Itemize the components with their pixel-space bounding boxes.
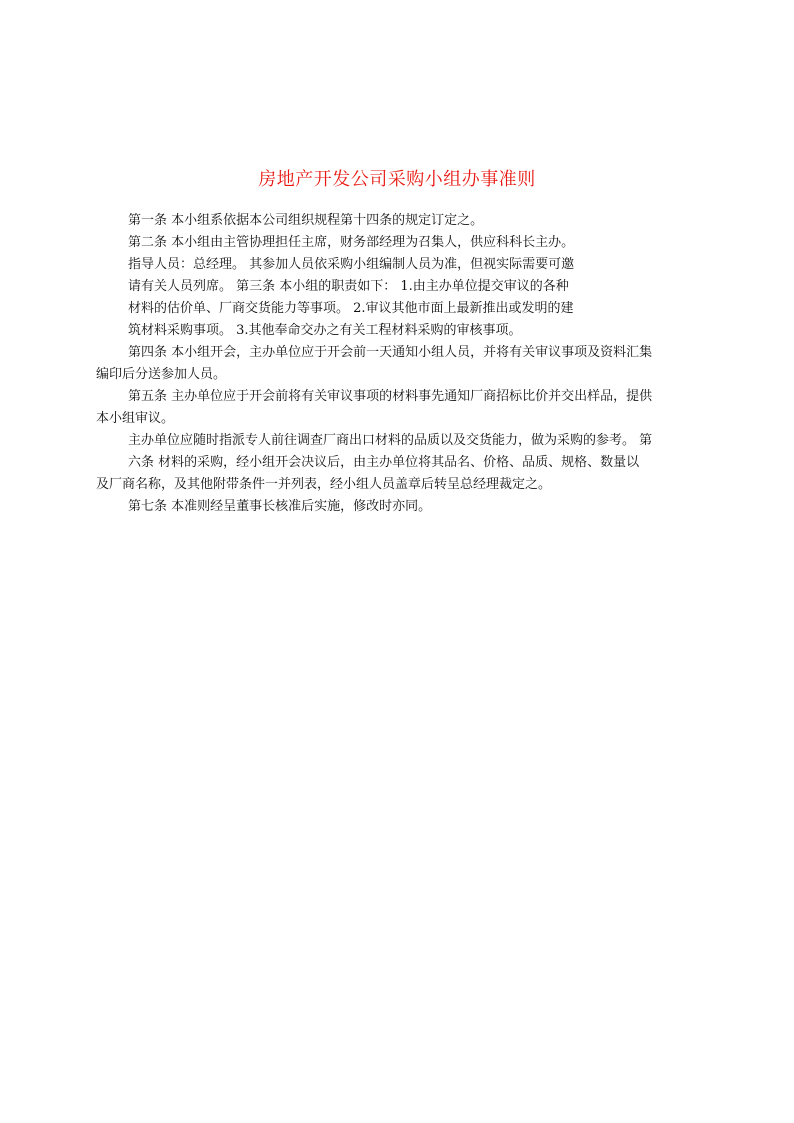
body-line: 筑材料采购事项。 3.其他奉命交办之有关工程材料采购的审核事项。 <box>128 323 522 338</box>
body-line: 第七条 本准则经呈董事长核准后实施，修改时亦同。 <box>128 499 432 514</box>
body-line: 第二条 本小组由主管协理担任主席，财务部经理为召集人，供应科科长主办。 <box>128 235 575 250</box>
body-line: 请有关人员列席。 第三条 本小组的职责如下： 1.由主办单位提交审议的各种 <box>128 279 569 294</box>
document-body <box>96 210 700 518</box>
body-line: 第五条 主办单位应于开会前将有关审议事项的材料事先通知厂商招标比价并交出样品，提供 <box>128 389 653 404</box>
body-line: 本小组审议。 <box>96 411 175 426</box>
body-line: 六条 材料的采购，经小组开会决议后，由主办单位将其品名、价格、品质、规格、数量以 <box>128 455 640 470</box>
body-line: 及厂商名称，及其他附带条件一并列表，经小组人员盖章后转呈总经理裁定之。 <box>96 477 552 492</box>
body-line: 编印后分送参加人员。 <box>96 367 227 382</box>
body-line: 第一条 本小组系依据本公司组织规程第十四条的规定订定之。 <box>128 213 484 228</box>
body-line: 材料的估价单、厂商交货能力等事项。 2.审议其他市面上最新推出或发明的建 <box>128 301 574 316</box>
document-title: 房地产开发公司采购小组办事准则 <box>258 169 536 190</box>
body-line: 第四条 本小组开会，主办单位应于开会前一天通知小组人员，并将有关审议事项及资料汇集 <box>128 345 653 360</box>
body-line: 主办单位应随时指派专人前往调查厂商出口材料的品质以及交货能力，做为采购的参考。 第 <box>128 433 653 448</box>
body-line: 指导人员：总经理。 其参加人员依采购小组编制人员为准，但视实际需要可邀 <box>128 257 575 272</box>
